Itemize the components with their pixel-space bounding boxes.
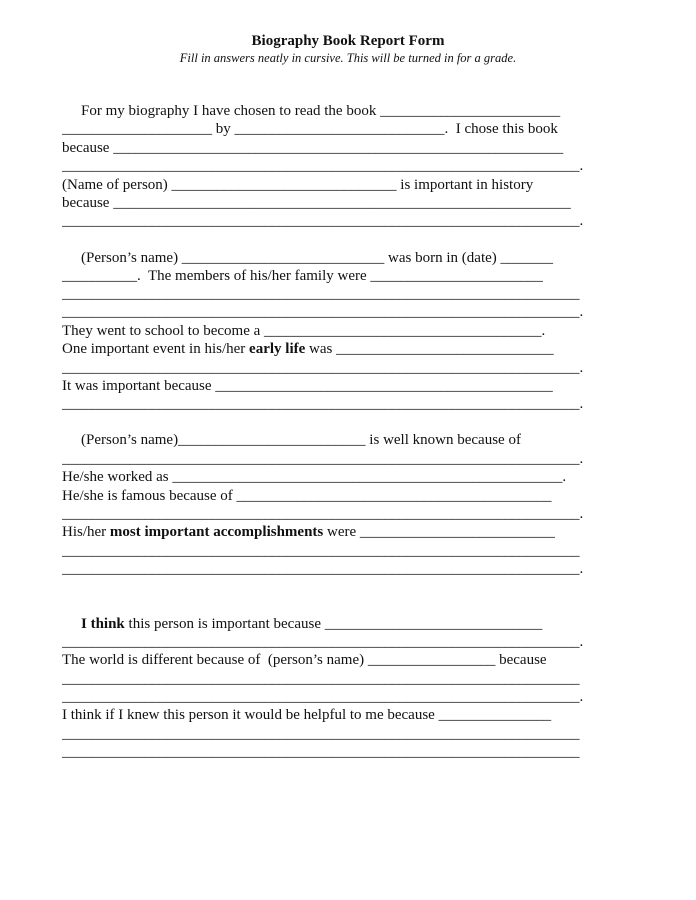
blank-answer-line: _____________________________________________________________________	[62, 286, 580, 302]
accomplishments-prefix: His/her	[62, 524, 110, 540]
early-life-suffix: was _____________________________	[305, 341, 554, 357]
form-instructions: Fill in answers neatly in cursive. This will be turned in for a grade.	[179, 51, 517, 65]
worked-as-line: He/she worked as ____________________________________________________.	[62, 469, 567, 485]
blank-answer-line: _____________________________________________________________________.	[62, 451, 584, 467]
book-author-line: ____________________ by ____________________________. I chose this book	[62, 121, 558, 137]
accomplishments-bold: most important accomplishments	[109, 524, 324, 540]
school-line: They went to school to become a _____________________________________.	[62, 323, 546, 339]
early-life-prefix: One important event in his/her	[62, 341, 250, 357]
blank-answer-line: _____________________________________________________________________.	[62, 689, 584, 705]
birth-line: (Person’s name) ___________________________ was born in (date) _______	[81, 250, 554, 266]
form-title: Biography Book Report Form	[251, 33, 445, 49]
family-line: __________. The members of his/her family were _______________________	[62, 268, 543, 284]
blank-answer-line: _____________________________________________________________________.	[62, 360, 584, 376]
blank-answer-line: _____________________________________________________________________.	[62, 158, 584, 174]
blank-answer-line: _____________________________________________________________________.	[62, 213, 584, 229]
blank-answer-line: _____________________________________________________________________	[62, 543, 580, 559]
helpful-to-me-line: I think if I knew this person it would be helpful to me because _______________	[62, 707, 552, 723]
blank-answer-line: _____________________________________________________________________.	[62, 304, 584, 320]
blank-answer-line: _____________________________________________________________________.	[62, 634, 584, 650]
blank-answer-line: _____________________________________________________________________.	[62, 561, 584, 577]
i-think-suffix: this person is important because _____________________________	[124, 616, 543, 632]
early-life-bold: early life	[249, 341, 306, 357]
book-choice-line: For my biography I have chosen to read the book ________________________	[81, 103, 561, 119]
early-life-event-line	[62, 340, 602, 358]
event-importance-line: It was important because _____________________________________________	[62, 378, 553, 394]
i-think-bold: I think	[81, 616, 125, 632]
importance-reason-line: because _____________________________________________________________	[62, 195, 571, 211]
blank-answer-line: _____________________________________________________________________.	[62, 396, 584, 412]
accomplishments-line	[62, 523, 602, 541]
blank-answer-line: _____________________________________________________________________	[62, 671, 580, 687]
blank-answer-line: _____________________________________________________________________.	[62, 506, 584, 522]
blank-answer-line: _____________________________________________________________________	[62, 744, 580, 760]
i-think-line	[81, 615, 601, 633]
accomplishments-suffix: were __________________________	[323, 524, 555, 540]
book-reason-line: because ____________________________________________________________	[62, 140, 564, 156]
blank-answer-line: _____________________________________________________________________	[62, 726, 580, 742]
person-importance-line: (Name of person) ______________________________ is important in history	[62, 177, 534, 193]
well-known-line: (Person’s name)_________________________ is well known because of	[81, 432, 521, 448]
famous-because-line: He/she is famous because of __________________________________________	[62, 488, 552, 504]
world-different-line: The world is different because of (person’s name) _________________ because	[62, 652, 547, 668]
